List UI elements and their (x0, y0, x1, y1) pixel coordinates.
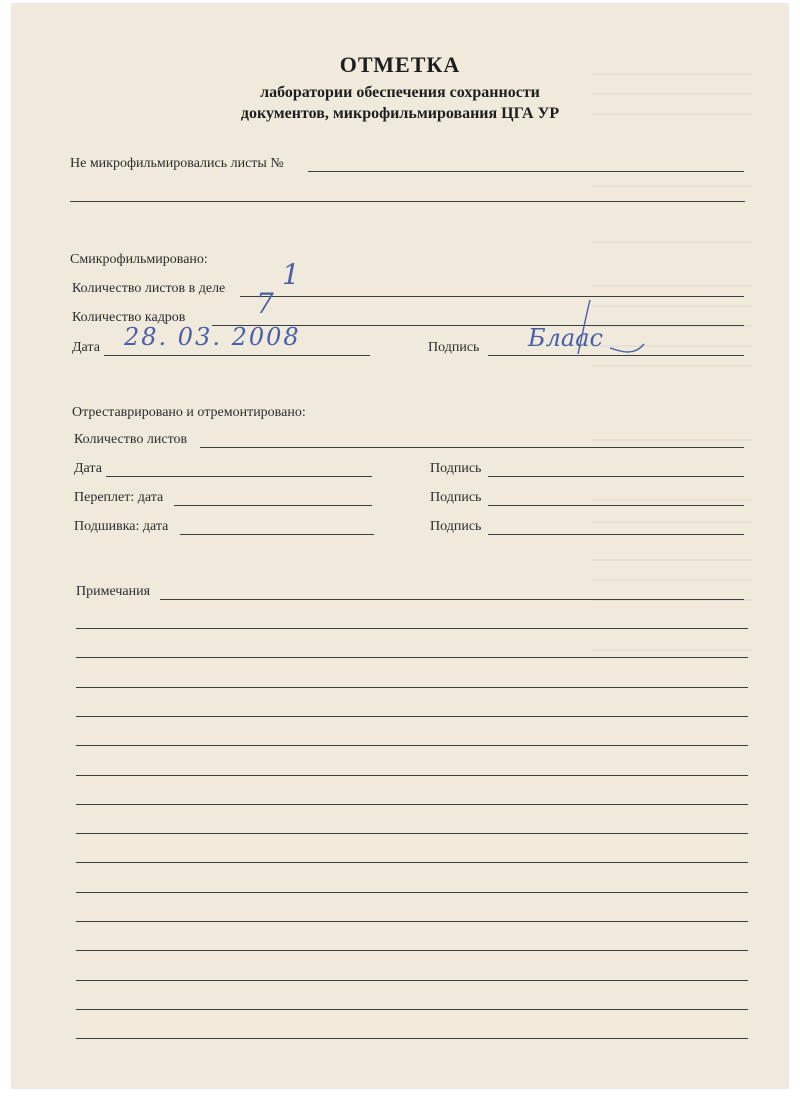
restored-sheets-label: Количество листов (74, 432, 188, 447)
not-filmed-line (308, 171, 744, 172)
restored-signature-label: Подпись (430, 461, 482, 476)
notes-line (76, 687, 748, 688)
stitching-signature-label: Подпись (430, 519, 482, 534)
binding-signature-line (488, 505, 744, 506)
film-signature-value: Блаас (528, 324, 603, 352)
sheets-count-label: Количество листов в деле (72, 281, 226, 296)
frames-count-label: Количество кадров (72, 310, 186, 325)
film-signature-scribble (560, 296, 650, 360)
notes-line (76, 775, 748, 776)
restored-heading: Отреставрировано и отремонтировано: (72, 405, 306, 420)
form-subtitle-line-1: лаборатории обеспечения сохранности (260, 84, 540, 101)
notes-line (76, 628, 748, 629)
sheets-count-value: 1 (282, 258, 300, 291)
notes-line (76, 892, 748, 893)
restored-signature-line (488, 476, 744, 477)
restored-date-label: Дата (74, 461, 102, 476)
notes-line (76, 716, 748, 717)
notes-line (76, 745, 748, 746)
stitching-date-label: Подшивка: дата (74, 519, 169, 534)
notes-label: Примечания (76, 584, 151, 599)
notes-line-first (160, 599, 744, 600)
notes-line (76, 657, 748, 658)
binding-date-line (174, 505, 372, 506)
stitching-date-line (180, 534, 374, 535)
binding-signature-label: Подпись (430, 490, 482, 505)
not-filmed-line-2 (70, 201, 745, 202)
sheets-count-line (240, 296, 744, 297)
notes-line (76, 1038, 748, 1039)
film-signature-label: Подпись (428, 340, 480, 355)
notes-line (76, 862, 748, 863)
film-date-value: 28. 03. 2008 (124, 323, 301, 351)
notes-line (76, 833, 748, 834)
show-through-text (572, 60, 762, 665)
restored-sheets-line (200, 447, 744, 448)
microfilmed-heading: Смикрофильмировано: (70, 252, 208, 267)
notes-line (76, 921, 748, 922)
notes-line (76, 804, 748, 805)
notes-line (76, 980, 748, 981)
stitching-signature-line (488, 534, 744, 535)
film-date-line (104, 355, 370, 356)
notes-line (76, 950, 748, 951)
binding-date-label: Переплет: дата (74, 490, 164, 505)
not-filmed-label: Не микрофильмировались листы № (70, 156, 284, 171)
restored-date-line (106, 476, 372, 477)
form-subtitle-line-2: документов, микрофильмирования ЦГА УР (240, 105, 560, 122)
form-title: ОТМЕТКА (339, 52, 461, 77)
notes-line (76, 1009, 748, 1010)
frames-count-value: 7 (256, 287, 274, 320)
show-through-marks (572, 60, 762, 660)
film-date-label: Дата (72, 340, 100, 355)
